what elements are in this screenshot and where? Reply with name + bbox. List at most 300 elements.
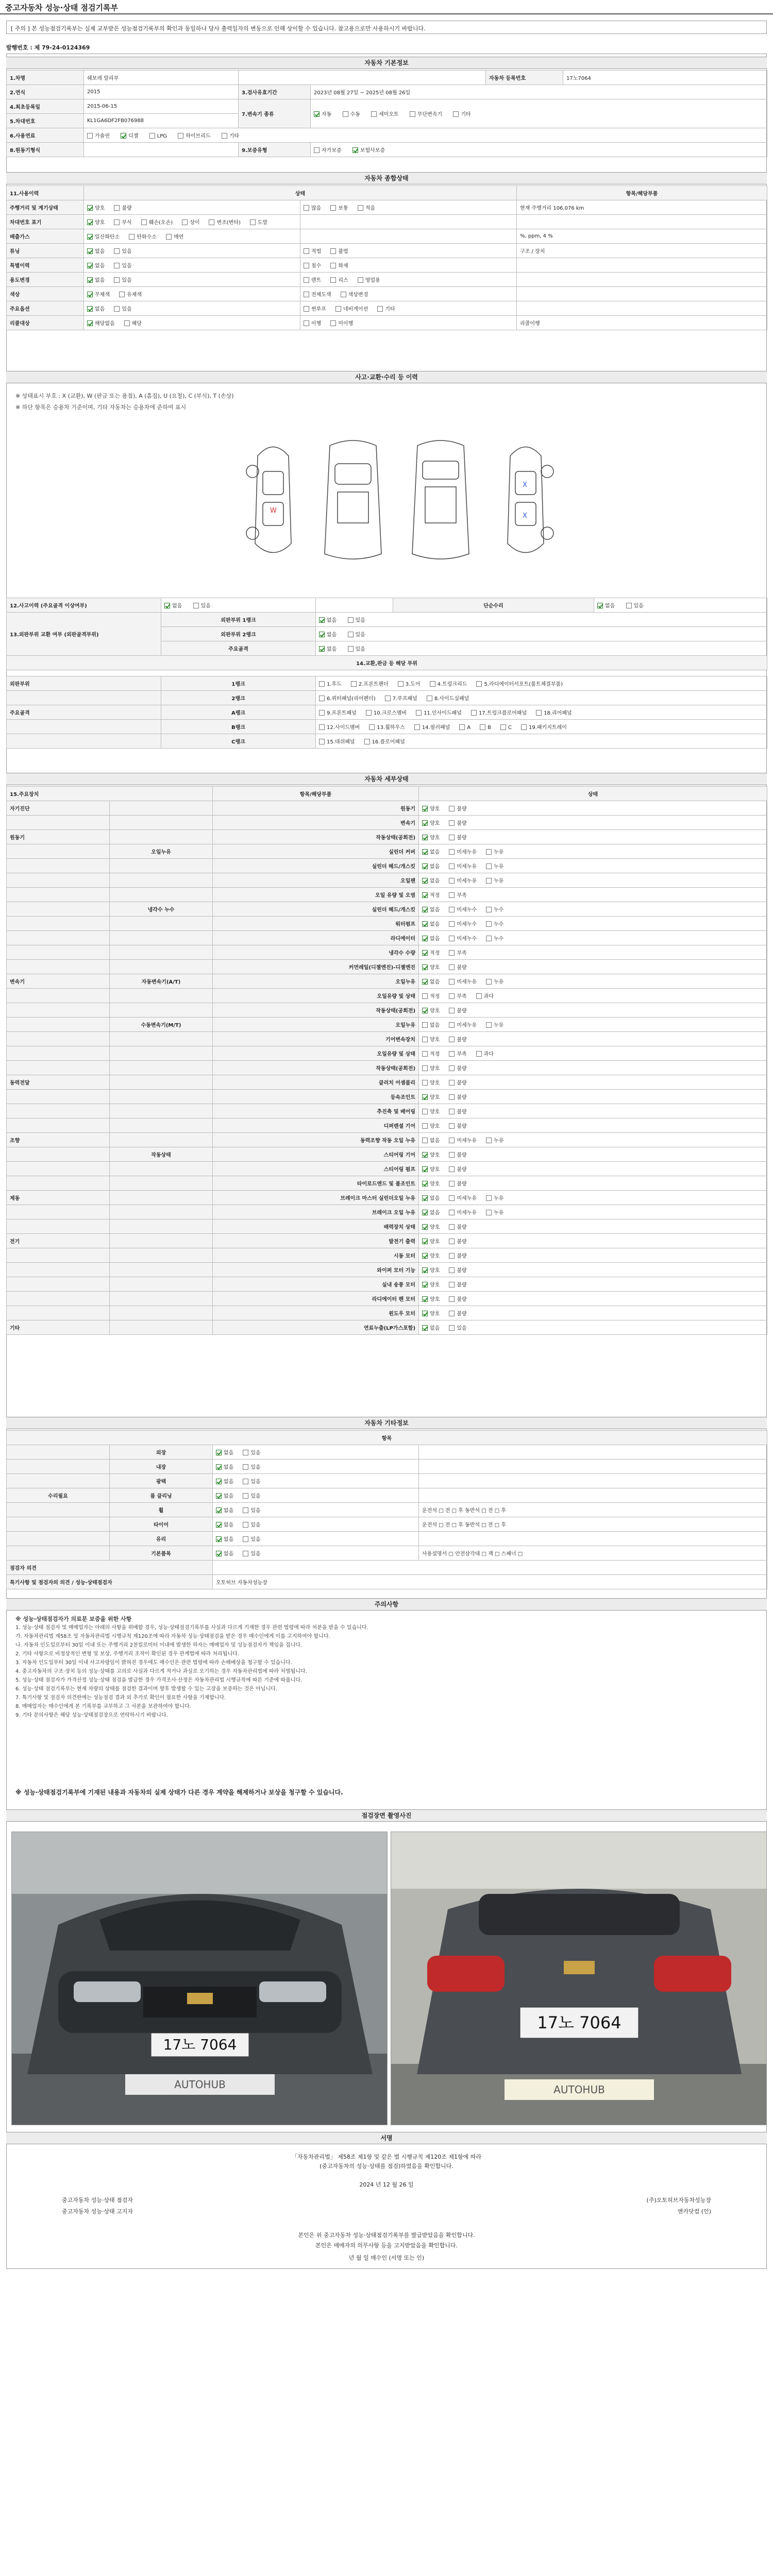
checkbox[interactable] [314,147,320,153]
option-label: 없음 [224,1479,234,1485]
checkbox[interactable] [182,219,188,225]
detail-item: 작동상태(공회전) [213,1003,419,1018]
checkbox-checked[interactable] [352,147,358,153]
option-label: 불량 [457,1268,467,1274]
checkbox-checked[interactable] [422,1195,428,1201]
checkbox[interactable] [449,907,455,912]
checkbox[interactable] [166,234,172,240]
checkbox[interactable] [626,603,632,608]
checkbox[interactable] [449,1195,455,1201]
checkbox-checked[interactable] [314,111,320,117]
checkbox[interactable] [114,277,120,283]
option-label: 적정 [430,893,440,899]
checkbox-checked[interactable] [216,1522,222,1528]
option-label: 부족 [457,951,467,956]
checkbox[interactable] [422,1065,428,1071]
checkbox-checked[interactable] [422,1325,428,1331]
checkbox[interactable] [459,724,465,730]
option-label: 없음 [430,936,440,942]
overall-row-options-2 [300,273,517,287]
option-label: 불량 [457,1181,467,1187]
panel-rank: B랭크 [161,720,316,734]
checkbox[interactable] [422,1138,428,1143]
checkbox[interactable] [416,710,422,716]
checkbox-checked[interactable] [422,936,428,941]
label-vin: 5.차대번호 [7,114,84,128]
checkbox[interactable] [178,133,183,139]
checkbox[interactable] [449,1008,455,1013]
checkbox[interactable] [348,617,354,623]
option [119,292,142,298]
checkbox[interactable] [449,1138,455,1143]
checkbox[interactable] [449,849,455,855]
checkbox[interactable] [449,1022,455,1028]
checkbox[interactable] [422,1109,428,1114]
checkbox-checked[interactable] [216,1493,222,1499]
option-label: 누유 [493,864,504,870]
overall-row-options [84,215,300,229]
checkbox[interactable] [449,921,455,927]
checkbox-checked[interactable] [422,921,428,927]
svg-text:17노 7064: 17노 7064 [537,2013,621,2032]
option-label: 16.플로어패널 [372,739,405,745]
checkbox-checked[interactable] [422,1166,428,1172]
checkbox[interactable] [449,1037,455,1042]
checkbox[interactable] [366,710,372,716]
checkbox[interactable] [449,1094,455,1100]
checkbox[interactable] [486,878,492,884]
option [422,1153,440,1158]
checkbox-checked[interactable] [422,1253,428,1259]
option [449,1109,466,1115]
option-label: 불량 [457,1124,467,1129]
option [243,1465,260,1470]
checkbox[interactable] [341,292,346,297]
checkbox-checked[interactable] [422,1181,428,1187]
option [330,249,348,255]
checkbox[interactable] [243,1507,248,1513]
checkbox[interactable] [486,936,492,941]
checkbox-checked[interactable] [87,219,93,225]
label-rank2: 외판부위 2랭크 [161,627,316,641]
checkbox-checked[interactable] [422,1008,428,1013]
checkbox[interactable] [486,907,492,912]
checkbox[interactable] [422,1022,428,1028]
option-label: 불량 [457,835,467,841]
checkbox-checked[interactable] [87,277,93,283]
detail-item: 타이로드엔드 및 볼조인트 [213,1176,419,1191]
checkbox-checked[interactable] [87,205,93,211]
checkbox[interactable] [449,1152,455,1158]
other-options [213,1517,419,1532]
overall-row-note: 구조 / 장치 [517,244,767,258]
option [486,1138,503,1144]
checkbox[interactable] [319,724,325,730]
checkbox[interactable] [114,248,120,254]
checkbox[interactable] [319,681,325,687]
checkbox-checked[interactable] [87,248,93,254]
checkbox[interactable] [222,133,227,139]
option [459,725,470,731]
checkbox[interactable] [486,979,492,985]
checkbox-checked[interactable] [216,1450,222,1455]
label-simple-repair: 단순수리 [393,598,594,613]
checkbox[interactable] [449,835,455,840]
checkbox-checked[interactable] [216,1479,222,1484]
checkbox[interactable] [486,1138,492,1143]
option [449,1196,477,1201]
detail-subgroup [110,1118,213,1133]
option-label: 없음 [95,249,105,255]
checkbox[interactable] [304,320,309,326]
detail-state [419,1248,767,1263]
checkbox[interactable] [427,696,432,701]
detail-item: 동력조향 작동 오일 누유 [213,1133,419,1147]
checkbox[interactable] [304,292,309,297]
checkbox[interactable] [319,710,325,716]
checkbox[interactable] [124,320,130,326]
detail-group [7,960,110,974]
option [500,725,512,731]
checkbox[interactable] [243,1479,248,1484]
checkbox[interactable] [335,306,341,312]
checkbox[interactable] [430,681,435,687]
option-label: 양호 [430,806,440,812]
checkbox[interactable] [449,964,455,970]
detail-state [419,1162,767,1176]
checkbox[interactable] [114,263,120,268]
checkbox-checked[interactable] [87,263,93,268]
checkbox-checked[interactable] [87,292,93,297]
panel-group: 주요골격 [7,705,161,720]
option [422,1181,440,1187]
checkbox[interactable] [398,681,404,687]
checkbox[interactable] [243,1493,248,1499]
checkbox[interactable] [449,993,455,999]
checkbox-checked[interactable] [422,964,428,970]
option-label: 누유 [493,878,504,884]
option-label: B [488,725,492,731]
checkbox[interactable] [369,724,375,730]
checkbox-checked[interactable] [422,878,428,884]
checkbox[interactable] [476,993,482,999]
checkbox-checked[interactable] [422,1296,428,1302]
checkbox-checked[interactable] [319,632,325,637]
detail-item: 오일 유량 및 오염 [213,888,419,902]
checkbox[interactable] [304,277,309,283]
overall-row-note [517,287,767,301]
option [114,249,131,255]
checkbox[interactable] [129,234,135,240]
checkbox-checked[interactable] [164,603,170,608]
checkbox[interactable] [449,878,455,884]
checkbox[interactable] [304,306,309,312]
checkbox[interactable] [449,1080,455,1086]
option-label: 영업용 [365,278,380,283]
checkbox[interactable] [486,1022,492,1028]
overall-row-label: 특별이력 [7,258,84,273]
checkbox-checked[interactable] [422,849,428,855]
checkbox-checked[interactable] [216,1551,222,1556]
option-label: 불량 [457,806,467,812]
checkbox[interactable] [476,1051,482,1057]
panel-rank: 1랭크 [161,676,316,691]
option [422,1210,440,1216]
checkbox[interactable] [149,133,155,139]
checkbox[interactable] [209,219,214,225]
option-label: 있음 [122,278,132,283]
checkbox[interactable] [486,1195,492,1201]
checkbox[interactable] [449,892,455,898]
checkbox-checked[interactable] [87,320,93,326]
checkbox[interactable] [422,1080,428,1086]
checkbox-checked[interactable] [422,1239,428,1244]
checkbox[interactable] [449,1065,455,1071]
checkbox[interactable] [343,111,348,117]
overall-row-note [517,258,767,273]
checkbox-checked[interactable] [422,1224,428,1230]
checkbox[interactable] [364,739,370,744]
checkbox[interactable] [449,1311,455,1316]
checkbox[interactable] [87,133,93,139]
checkbox[interactable] [486,863,492,869]
option [243,1522,260,1528]
checkbox-checked[interactable] [422,892,428,898]
checkbox-checked[interactable] [422,1311,428,1316]
checkbox-checked[interactable] [216,1536,222,1542]
detail-state [419,1003,767,1018]
other-extra: 운전석 □ 전 □ 후 동반석 □ 전 □ 후 [419,1517,767,1532]
checkbox[interactable] [449,1253,455,1259]
checkbox[interactable] [330,248,336,254]
checkbox[interactable] [304,248,309,254]
detail-state [419,1090,767,1104]
other-extra [419,1532,767,1546]
option-label: 적음 [365,206,375,211]
checkbox[interactable] [422,993,428,999]
checkbox[interactable] [449,806,455,811]
checkbox[interactable] [449,1282,455,1287]
checkbox-checked[interactable] [422,979,428,985]
checkbox[interactable] [449,1267,455,1273]
checkbox[interactable] [449,1210,455,1215]
detail-item: 오일누유 [213,1018,419,1032]
checkbox[interactable] [422,1123,428,1129]
option-label: 없음 [430,907,440,913]
checkbox[interactable] [449,1166,455,1172]
checkbox-checked[interactable] [121,133,126,139]
other-options [213,1546,419,1561]
checkbox[interactable] [536,710,542,716]
checkbox-checked[interactable] [422,835,428,840]
label-rank1: 외판부위 1랭크 [161,613,316,627]
transmission-options: 자동 수동 세미오토 무단변속기 기타 [311,99,767,128]
checkbox-checked[interactable] [319,646,325,652]
detail-group [7,1176,110,1191]
checkbox[interactable] [422,1051,428,1057]
checkbox[interactable] [119,292,125,297]
checkbox[interactable] [486,1210,492,1215]
title-divider [0,13,773,14]
checkbox[interactable] [141,219,147,225]
checkbox[interactable] [330,205,336,211]
checkbox-checked[interactable] [216,1507,222,1513]
option [422,979,440,985]
checkbox[interactable] [319,696,325,701]
checkbox-checked[interactable] [87,306,93,312]
detail-item: 디퍼렌셜 기어 [213,1118,419,1133]
checkbox[interactable] [243,1464,248,1470]
checkbox[interactable] [114,219,120,225]
option-label: 17.트렁크플로어패널 [478,710,527,716]
checkbox[interactable] [453,111,459,117]
checkbox-checked[interactable] [422,1282,428,1287]
checkbox[interactable] [414,724,420,730]
checkbox-checked[interactable] [422,1210,428,1215]
checkbox[interactable] [304,263,309,268]
option-label: 양호 [430,1297,440,1302]
checkbox[interactable] [486,921,492,927]
checkbox[interactable] [449,936,455,941]
overall-row-options [84,229,300,244]
checkbox[interactable] [250,219,256,225]
checkbox-checked[interactable] [87,234,93,240]
checkbox[interactable] [422,1037,428,1042]
checkbox[interactable] [449,979,455,985]
detail-item: 오일유량 및 상태 [213,989,419,1003]
checkbox[interactable] [476,681,482,687]
checkbox[interactable] [449,863,455,869]
option [243,1494,260,1499]
checkbox[interactable] [471,710,477,716]
other-extra [419,1460,767,1474]
detail-group [7,1118,110,1133]
option [422,1066,440,1072]
option-label: 색상변경 [348,292,368,298]
option [422,1095,440,1100]
checkbox[interactable] [330,277,336,283]
checkbox-checked[interactable] [422,806,428,811]
checkbox[interactable] [449,820,455,826]
checkbox[interactable] [243,1450,248,1455]
label-exchange: 13.외판부위 교환 여부 (외판골격부위) [7,613,161,656]
checkbox-checked[interactable] [422,1152,428,1158]
checkbox-checked[interactable] [422,1094,428,1100]
option [422,821,440,826]
checkbox[interactable] [330,263,336,268]
option-label: 부족 [457,1052,467,1057]
checkbox-checked[interactable] [216,1464,222,1470]
checkbox-checked[interactable] [319,617,325,623]
option-label: 불량 [457,1297,467,1302]
checkbox[interactable] [385,696,391,701]
checkbox[interactable] [486,849,492,855]
option-label: 미세누유 [457,850,477,855]
value-year: 2015 [84,85,239,99]
option [536,710,572,716]
checkbox[interactable] [330,320,336,326]
value-motor [84,143,239,157]
checkbox[interactable] [449,1109,455,1114]
option [449,994,466,999]
other-group [7,1546,110,1561]
checkbox-checked[interactable] [422,1267,428,1273]
checkbox[interactable] [304,205,309,211]
other-item: 룸 클리닝 [110,1488,213,1503]
checkbox[interactable] [410,111,415,117]
option [422,806,440,812]
checkbox[interactable] [348,632,354,637]
overall-row-label: 차대번호 표기 [7,215,84,229]
detail-state [419,1075,767,1090]
option-label: 누수 [493,907,504,913]
checkbox-checked[interactable] [422,950,428,956]
checkbox[interactable] [348,646,354,652]
damage-mark-x: X [523,481,527,489]
checkbox[interactable] [449,1296,455,1302]
checkbox[interactable] [358,277,363,283]
option-label: 11.인사이드패널 [424,710,462,716]
option [87,206,105,211]
checkbox[interactable] [449,950,455,956]
option-label: 있음 [122,307,132,312]
checkbox-checked[interactable] [597,603,603,608]
checkbox[interactable] [377,306,383,312]
option-label: 없음 [430,922,440,927]
detail-subgroup [110,1090,213,1104]
option [216,1465,233,1470]
checkbox[interactable] [449,1181,455,1187]
option [422,951,440,956]
checkbox[interactable] [449,1239,455,1244]
accident-history-table [6,598,767,670]
other-group [7,1460,110,1474]
checkbox[interactable] [193,603,199,608]
option [422,1225,440,1230]
checkbox[interactable] [449,1051,455,1057]
checkbox[interactable] [243,1551,248,1556]
checkbox-checked[interactable] [422,863,428,869]
checkbox[interactable] [449,1325,455,1331]
checkbox[interactable] [114,205,120,211]
checkbox-checked[interactable] [422,907,428,912]
checkbox[interactable] [114,306,120,312]
checkbox[interactable] [449,1123,455,1129]
option-label: 없음 [224,1508,234,1514]
option-label: 누유 [493,979,504,985]
signature-date: 2024 년 12 월 26 일 [359,2181,414,2188]
checkbox[interactable] [480,724,485,730]
checkbox[interactable] [351,681,357,687]
option-label: 15.대쉬패널 [327,739,355,745]
detail-state [419,1234,767,1248]
checkbox[interactable] [449,1224,455,1230]
checkbox[interactable] [521,724,527,730]
checkbox[interactable] [243,1536,248,1542]
checkbox[interactable] [319,739,325,744]
checkbox[interactable] [243,1522,248,1528]
other-group: 수리필요 [7,1488,110,1503]
option-label: 일산화탄소 [95,234,120,240]
checkbox[interactable] [358,205,363,211]
detail-group [7,859,110,873]
checkbox[interactable] [371,111,377,117]
other-options [213,1503,419,1517]
checkbox-checked[interactable] [422,820,428,826]
detail-state [419,1320,767,1335]
checkbox[interactable] [500,724,506,730]
other-options [213,1532,419,1546]
